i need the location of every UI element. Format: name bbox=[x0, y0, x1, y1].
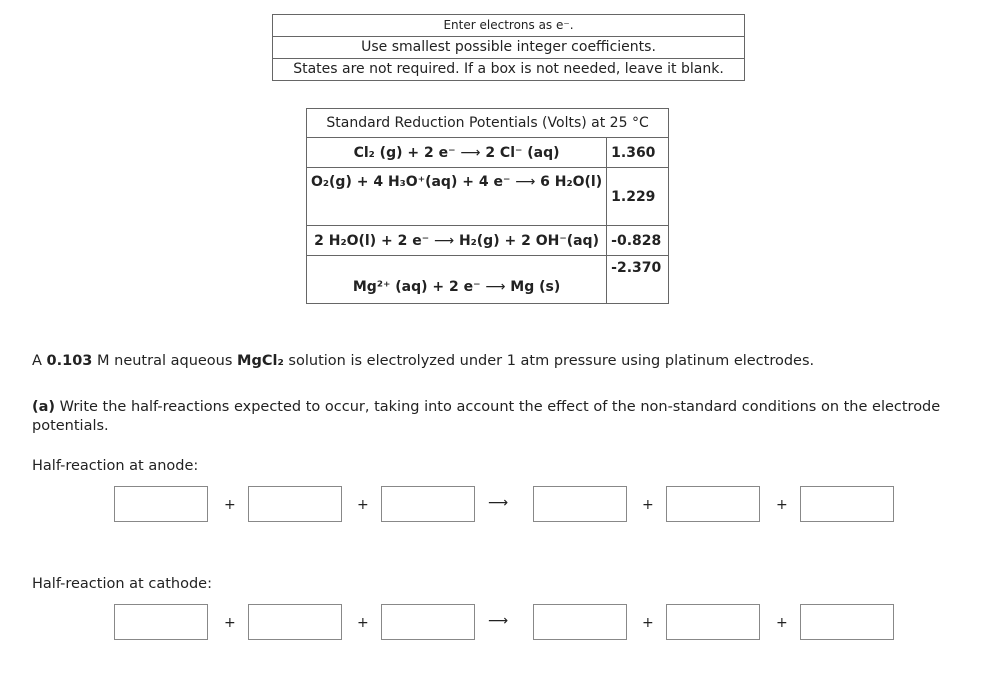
plus-sign: + bbox=[357, 615, 369, 631]
plus-sign: + bbox=[642, 497, 654, 513]
anode-product-3-input[interactable] bbox=[800, 486, 894, 522]
reaction-arrow-icon: ⟶ bbox=[488, 495, 509, 511]
reaction-cl2: Cl₂ (g) + 2 e⁻ ⟶ 2 Cl⁻ (aq) bbox=[307, 138, 607, 168]
anode-product-2-input[interactable] bbox=[666, 486, 760, 522]
part-a-question: (a) Write the half-reactions expected to occur, taking into account the effect of the non-standard conditions on the electrode potentials. bbox=[32, 399, 941, 434]
reaction-o2: O₂(g) + 4 H₃O⁺(aq) + 4 e⁻ ⟶ 6 H₂O(l) bbox=[307, 168, 607, 226]
anode-label: Half-reaction at anode: bbox=[32, 458, 199, 474]
cathode-product-1-input[interactable] bbox=[533, 604, 627, 640]
table-row bbox=[307, 226, 669, 256]
table-title: Standard Reduction Potentials (Volts) at 25 °C bbox=[307, 109, 669, 138]
plus-sign: + bbox=[224, 615, 236, 631]
reaction-mg: Mg²⁺ (aq) + 2 e⁻ ⟶ Mg (s) bbox=[307, 256, 607, 304]
potential-cl2: 1.360 bbox=[607, 138, 669, 168]
instruction-states: States are not required. If a box is not needed, leave it blank. bbox=[293, 61, 724, 77]
cathode-reactant-3-input[interactable] bbox=[381, 604, 475, 640]
plus-sign: + bbox=[776, 497, 788, 513]
cathode-reactant-1-input[interactable] bbox=[114, 604, 208, 640]
instruction-electrons: Enter electrons as e⁻. bbox=[273, 15, 744, 37]
table-row bbox=[307, 168, 669, 226]
anode-product-1-input[interactable] bbox=[533, 486, 627, 522]
cathode-product-2-input[interactable] bbox=[666, 604, 760, 640]
anode-reactant-1-input[interactable] bbox=[114, 486, 208, 522]
table-row bbox=[307, 256, 669, 304]
problem-statement: A 0.103 M neutral aqueous MgCl₂ solution is electrolyzed under 1 atm pressure using platinum electrodes. bbox=[32, 353, 815, 369]
reduction-potentials-table bbox=[306, 108, 669, 304]
cathode-label: Half-reaction at cathode: bbox=[32, 576, 212, 592]
plus-sign: + bbox=[776, 615, 788, 631]
table-row bbox=[307, 138, 669, 168]
plus-sign: + bbox=[642, 615, 654, 631]
cathode-reactant-2-input[interactable] bbox=[248, 604, 342, 640]
part-label: (a) bbox=[32, 399, 56, 415]
anode-reactant-3-input[interactable] bbox=[381, 486, 475, 522]
instruction-coefficients: Use smallest possible integer coefficients. bbox=[273, 37, 744, 59]
potential-h2o: -0.828 bbox=[607, 226, 669, 256]
anode-reactant-2-input[interactable] bbox=[248, 486, 342, 522]
compound-name: MgCl₂ bbox=[237, 353, 284, 369]
cathode-product-3-input[interactable] bbox=[800, 604, 894, 640]
plus-sign: + bbox=[224, 497, 236, 513]
concentration-value: 0.103 bbox=[46, 353, 93, 369]
reaction-h2o: 2 H₂O(l) + 2 e⁻ ⟶ H₂(g) + 2 OH⁻(aq) bbox=[307, 226, 607, 256]
potential-mg: -2.370 bbox=[607, 256, 669, 304]
instructions-box bbox=[272, 14, 745, 81]
reaction-arrow-icon: ⟶ bbox=[488, 613, 509, 629]
potential-o2: 1.229 bbox=[607, 168, 669, 226]
plus-sign: + bbox=[357, 497, 369, 513]
